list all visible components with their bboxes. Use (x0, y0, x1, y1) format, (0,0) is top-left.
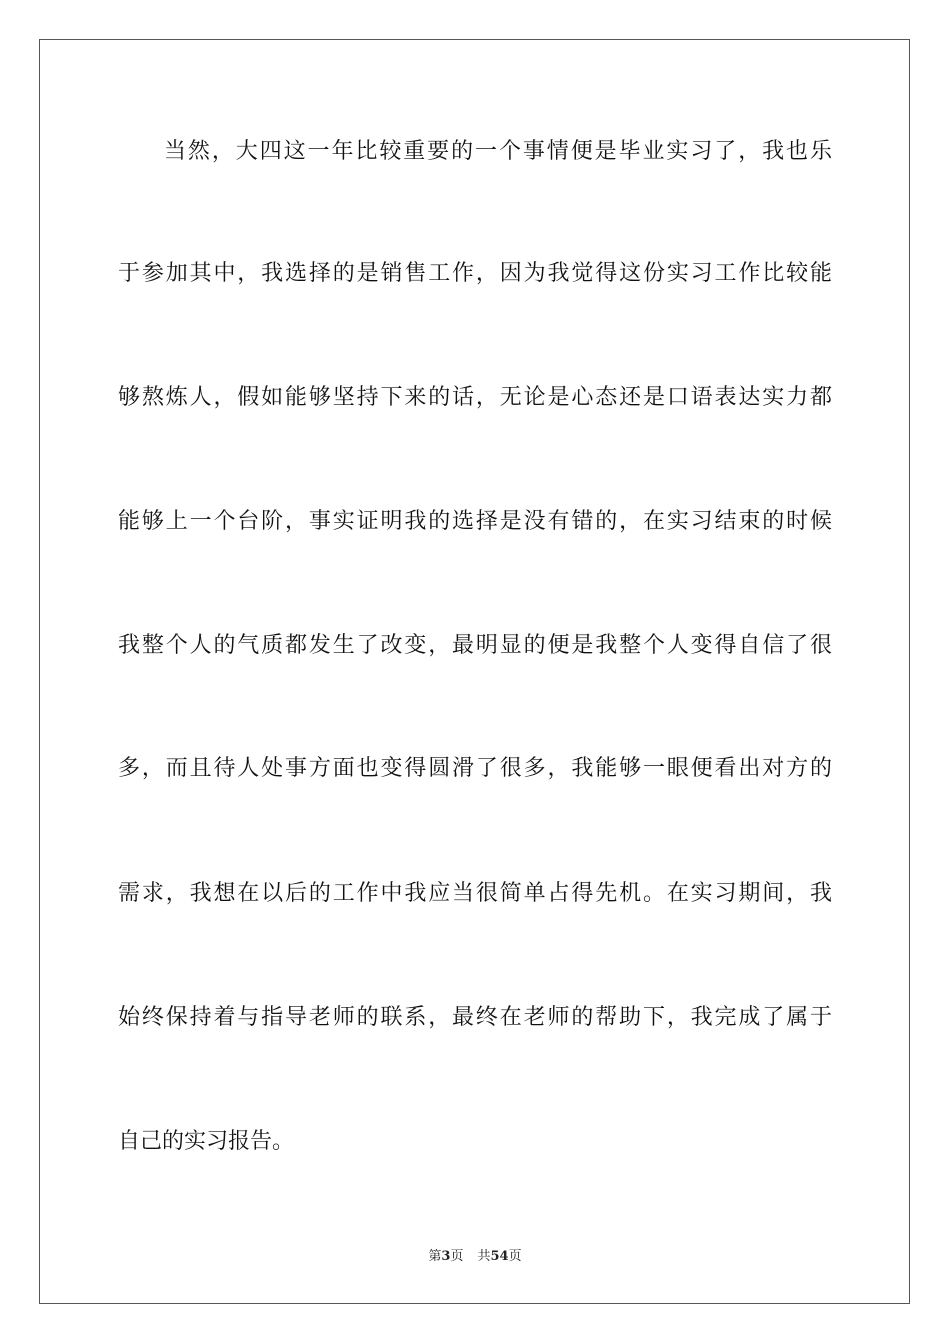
total-prefix: 共 (477, 1249, 491, 1264)
paragraph-line: 始终保持着与指导老师的联系，最终在老师的帮助下，我完成了属于 (118, 1005, 832, 1030)
paragraph-line: 当然，大四这一年比较重要的一个事情便是毕业实习了，我也乐 (164, 139, 832, 164)
page-number: 3 (441, 1249, 451, 1264)
paragraph-line: 自己的实习报告。 (118, 1129, 295, 1154)
total-pages: 54 (490, 1249, 509, 1264)
page-border (39, 39, 910, 1304)
paragraph-line: 需求，我想在以后的工作中我应当很简单占得先机。在实习期间，我 (118, 881, 832, 906)
paragraph-line: 多，而且待人处事方面也变得圆滑了很多，我能够一眼便看出对方的 (118, 756, 832, 781)
paragraph-line: 能够上一个台阶，事实证明我的选择是没有错的，在实习结束的时候 (118, 509, 832, 534)
page-suffix: 页 (450, 1249, 464, 1264)
paragraph-line: 够熬炼人，假如能够坚持下来的话，无论是心态还是口语表达实力都 (118, 385, 832, 410)
total-suffix: 页 (508, 1249, 522, 1264)
page-prefix: 第 (428, 1249, 442, 1264)
paragraph-line: 我整个人的气质都发生了改变，最明显的便是我整个人变得自信了很 (118, 633, 832, 658)
page-footer (0, 1248, 950, 1266)
paragraph-line: 于参加其中，我选择的是销售工作，因为我觉得这份实习工作比较能 (118, 261, 832, 286)
